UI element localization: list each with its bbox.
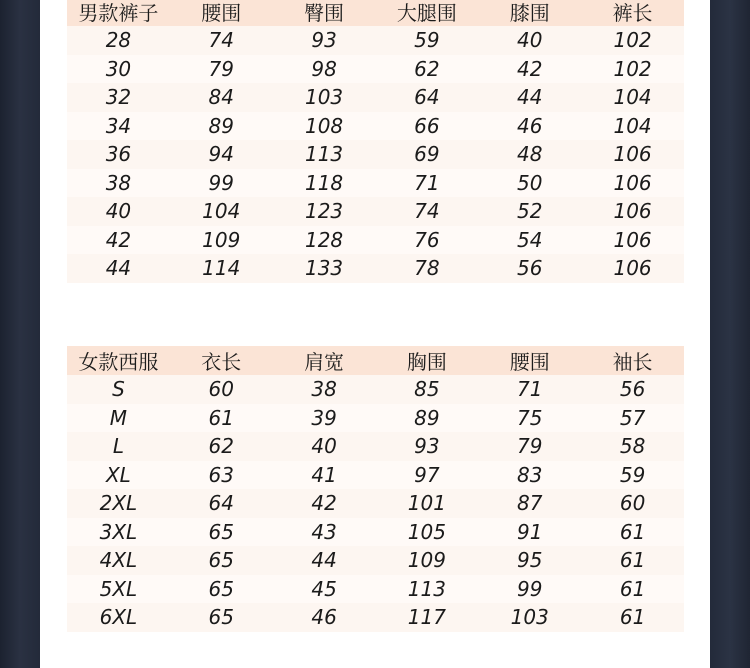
men-pants-size-table: [67, 0, 684, 283]
table-cell: 113: [273, 140, 376, 169]
table-cell: 109: [170, 226, 273, 255]
table-row: [67, 489, 684, 518]
table-cell: 63: [170, 461, 273, 490]
table-cell: 46: [273, 603, 376, 632]
table-cell: 106: [581, 197, 684, 226]
table-cell: 93: [375, 432, 478, 461]
table-cell: 44: [478, 83, 581, 112]
table-row: [67, 461, 684, 490]
table-cell: 42: [273, 489, 376, 518]
table-cell: 106: [581, 226, 684, 255]
table-cell: 83: [478, 461, 581, 490]
table-cell: 104: [581, 112, 684, 141]
table-row: [67, 404, 684, 433]
table-cell: 78: [375, 254, 478, 283]
table-row: [67, 226, 684, 255]
table-cell: 45: [273, 575, 376, 604]
column-header: 膝围: [478, 0, 581, 26]
table-cell: 128: [273, 226, 376, 255]
table-cell: 60: [170, 375, 273, 404]
table-cell: 56: [478, 254, 581, 283]
table-cell: 61: [581, 518, 684, 547]
table-cell: 3XL: [67, 518, 170, 547]
table-cell: 108: [273, 112, 376, 141]
table-cell: 101: [375, 489, 478, 518]
table-cell: 46: [478, 112, 581, 141]
table-cell: 85: [375, 375, 478, 404]
table-cell: 48: [478, 140, 581, 169]
table-cell: 34: [67, 112, 170, 141]
table-cell: 42: [478, 55, 581, 84]
table-cell: 102: [581, 26, 684, 55]
table-cell: S: [67, 375, 170, 404]
table-cell: 93: [273, 26, 376, 55]
table-cell: 50: [478, 169, 581, 198]
table-cell: 43: [273, 518, 376, 547]
table-cell: 106: [581, 140, 684, 169]
table-cell: 102: [581, 55, 684, 84]
table-cell: 106: [581, 169, 684, 198]
table-cell: 106: [581, 254, 684, 283]
table-cell: 87: [478, 489, 581, 518]
table-cell: 41: [273, 461, 376, 490]
table-cell: 56: [581, 375, 684, 404]
table-cell: 65: [170, 603, 273, 632]
table-cell: 61: [581, 546, 684, 575]
table-row: [67, 575, 684, 604]
background-right: [710, 0, 750, 668]
table-cell: 65: [170, 518, 273, 547]
column-header: 男款裤子: [67, 0, 170, 26]
column-header: 腰围: [170, 0, 273, 26]
table-row: [67, 83, 684, 112]
table-cell: 91: [478, 518, 581, 547]
table-cell: 59: [581, 461, 684, 490]
column-header: 衣长: [170, 346, 273, 375]
table-cell: 71: [478, 375, 581, 404]
table-row: [67, 546, 684, 575]
table-cell: 5XL: [67, 575, 170, 604]
table-cell: 62: [375, 55, 478, 84]
table-row: [67, 140, 684, 169]
table-cell: 99: [170, 169, 273, 198]
table-cell: 38: [273, 375, 376, 404]
table-cell: 54: [478, 226, 581, 255]
column-header: 女款西服: [67, 346, 170, 375]
table-cell: 30: [67, 55, 170, 84]
table-cell: 117: [375, 603, 478, 632]
table-cell: 61: [170, 404, 273, 433]
table-cell: 71: [375, 169, 478, 198]
table-row: [67, 112, 684, 141]
table-cell: 105: [375, 518, 478, 547]
table-cell: 32: [67, 83, 170, 112]
table-cell: 44: [273, 546, 376, 575]
table-cell: 69: [375, 140, 478, 169]
table-cell: 76: [375, 226, 478, 255]
table-cell: 66: [375, 112, 478, 141]
table-cell: 59: [375, 26, 478, 55]
women-suit-size-table: [67, 346, 684, 632]
table-cell: 58: [581, 432, 684, 461]
table-cell: 64: [170, 489, 273, 518]
table-cell: 114: [170, 254, 273, 283]
table-row: [67, 169, 684, 198]
table-row: [67, 603, 684, 632]
table-cell: 40: [67, 197, 170, 226]
table-header-row: [67, 346, 684, 375]
table-cell: 99: [478, 575, 581, 604]
table-cell: 74: [375, 197, 478, 226]
table-cell: 65: [170, 546, 273, 575]
table-cell: 39: [273, 404, 376, 433]
table-cell: 44: [67, 254, 170, 283]
table-row: [67, 55, 684, 84]
table-cell: 103: [273, 83, 376, 112]
table-cell: 62: [170, 432, 273, 461]
table-cell: 97: [375, 461, 478, 490]
table-cell: 42: [67, 226, 170, 255]
table-cell: 4XL: [67, 546, 170, 575]
column-header: 大腿围: [375, 0, 478, 26]
table-row: [67, 432, 684, 461]
table-cell: 118: [273, 169, 376, 198]
table-cell: 103: [478, 603, 581, 632]
table-cell: 60: [581, 489, 684, 518]
table-cell: 104: [581, 83, 684, 112]
table-cell: 79: [478, 432, 581, 461]
column-header: 肩宽: [273, 346, 376, 375]
table-cell: 104: [170, 197, 273, 226]
table-row: [67, 375, 684, 404]
column-header: 胸围: [375, 346, 478, 375]
table-cell: 123: [273, 197, 376, 226]
column-header: 裤长: [581, 0, 684, 26]
table-cell: 84: [170, 83, 273, 112]
table-row: [67, 254, 684, 283]
column-header: 臀围: [273, 0, 376, 26]
table-cell: 113: [375, 575, 478, 604]
table-cell: 6XL: [67, 603, 170, 632]
table-cell: 65: [170, 575, 273, 604]
table-cell: M: [67, 404, 170, 433]
table-cell: 52: [478, 197, 581, 226]
table-cell: 75: [478, 404, 581, 433]
table-header-row: [67, 0, 684, 26]
table-cell: 79: [170, 55, 273, 84]
table-cell: 40: [273, 432, 376, 461]
table-cell: XL: [67, 461, 170, 490]
table-cell: 74: [170, 26, 273, 55]
table-cell: 2XL: [67, 489, 170, 518]
table-row: [67, 26, 684, 55]
table-cell: 133: [273, 254, 376, 283]
table-cell: 38: [67, 169, 170, 198]
table-cell: 98: [273, 55, 376, 84]
table-cell: L: [67, 432, 170, 461]
table-cell: 57: [581, 404, 684, 433]
table-cell: 61: [581, 575, 684, 604]
table-row: [67, 518, 684, 547]
table-cell: 95: [478, 546, 581, 575]
column-header: 袖长: [581, 346, 684, 375]
table-cell: 40: [478, 26, 581, 55]
table-cell: 89: [170, 112, 273, 141]
table-cell: 28: [67, 26, 170, 55]
column-header: 腰围: [478, 346, 581, 375]
table-cell: 89: [375, 404, 478, 433]
table-cell: 64: [375, 83, 478, 112]
table-row: [67, 197, 684, 226]
table-cell: 109: [375, 546, 478, 575]
table-cell: 61: [581, 603, 684, 632]
table-cell: 36: [67, 140, 170, 169]
table-cell: 94: [170, 140, 273, 169]
